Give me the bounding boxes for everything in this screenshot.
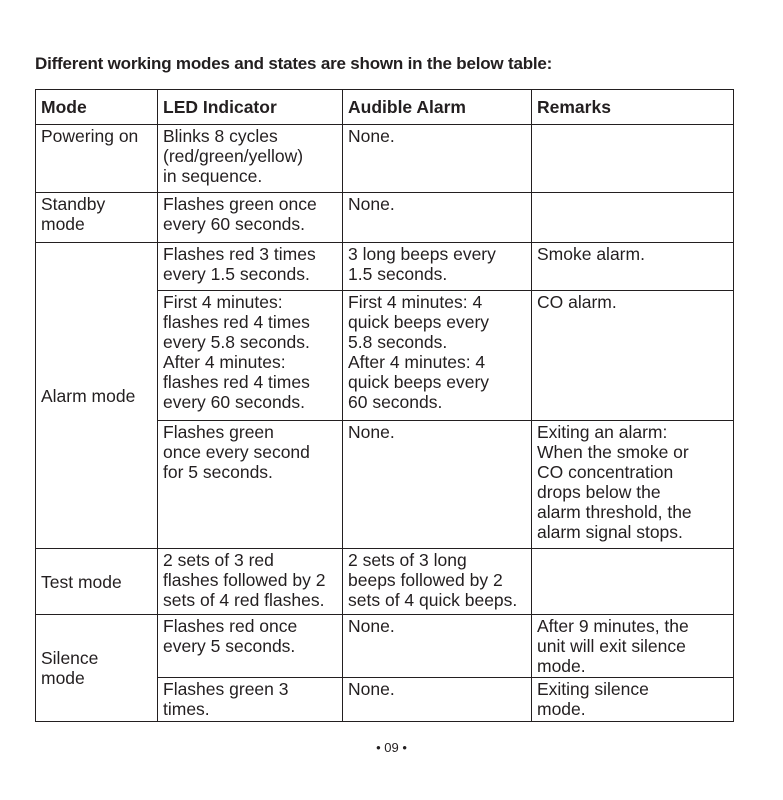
- led-cell: Flashes green once every 60 seconds.: [158, 193, 343, 243]
- mode-cell: Alarm mode: [36, 243, 158, 549]
- audible-cell: None.: [343, 125, 532, 193]
- table-row: [36, 243, 734, 291]
- remarks-cell: [532, 549, 734, 615]
- page-number: • 09 •: [376, 740, 407, 755]
- table-row: [36, 549, 734, 615]
- audible-cell: None.: [343, 421, 532, 549]
- table-heading: Different working modes and states are shown in the below table:: [35, 54, 553, 73]
- audible-cell: 3 long beeps every 1.5 seconds.: [343, 243, 532, 291]
- column-header-led-indicator: LED Indicator: [158, 90, 343, 125]
- working-modes-table: [35, 89, 734, 722]
- audible-cell: 2 sets of 3 long beeps followed by 2 sets of 4 quick beeps.: [343, 549, 532, 615]
- audible-cell: First 4 minutes: 4 quick beeps every 5.8 seconds. After 4 minutes: 4 quick beeps every 60 seconds.: [343, 291, 532, 421]
- led-cell: Flashes green 3 times.: [158, 678, 343, 722]
- table-header-row: [36, 90, 734, 125]
- led-cell: Flashes green once every second for 5 seconds.: [158, 421, 343, 549]
- led-cell: Flashes red once every 5 seconds.: [158, 615, 343, 678]
- led-cell: First 4 minutes: flashes red 4 times every 5.8 seconds. After 4 minutes: flashes red 4 times every 60 seconds.: [158, 291, 343, 421]
- remarks-cell: CO alarm.: [532, 291, 734, 421]
- remarks-cell: [532, 193, 734, 243]
- table-row: [36, 615, 734, 678]
- audible-cell: None.: [343, 615, 532, 678]
- remarks-cell: Exiting an alarm: When the smoke or CO concentration drops below the alarm threshold, the alarm signal stops.: [532, 421, 734, 549]
- led-cell: Flashes red 3 times every 1.5 seconds.: [158, 243, 343, 291]
- remarks-cell: Exiting silence mode.: [532, 678, 734, 722]
- led-cell: 2 sets of 3 red flashes followed by 2 sets of 4 red flashes.: [158, 549, 343, 615]
- mode-cell: Test mode: [36, 549, 158, 615]
- mode-cell: Powering on: [36, 125, 158, 193]
- remarks-cell: Smoke alarm.: [532, 243, 734, 291]
- column-header-mode: Mode: [36, 90, 158, 125]
- mode-cell: Silence mode: [36, 615, 158, 722]
- remarks-cell: [532, 125, 734, 193]
- led-cell: Blinks 8 cycles (red/green/yellow) in sequence.: [158, 125, 343, 193]
- column-header-remarks: Remarks: [532, 90, 734, 125]
- audible-cell: None.: [343, 678, 532, 722]
- remarks-cell: After 9 minutes, the unit will exit silence mode.: [532, 615, 734, 678]
- table-row: [36, 193, 734, 243]
- mode-cell: Standby mode: [36, 193, 158, 243]
- table-row: [36, 125, 734, 193]
- column-header-audible-alarm: Audible Alarm: [343, 90, 532, 125]
- audible-cell: None.: [343, 193, 532, 243]
